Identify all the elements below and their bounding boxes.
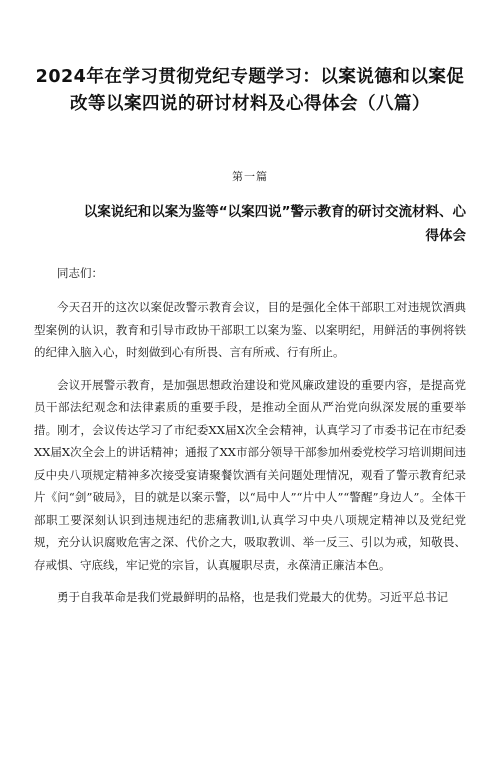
document-page	[0, 64, 500, 771]
section-subtitle: 以案说纪和以案为鉴等“以案四说”警示教育的研讨交流材料、心得体会	[83, 204, 466, 244]
body-paragraph-3: 勇于自我革命是我们党最鲜明的品格，也是我们党最大的优势。习近平总书记	[57, 590, 448, 604]
body-paragraph-1: 今天召开的这次以案促改警示教育会议，目的是强化全体干部职工对违规饮酒典型案例的认识，教育和引导市政协干部职工以案为鉴、以案明纪，用鲜活的事例将铁的纪律入脑入心，时刻做到心有所畏、言有所戒、行有所止。	[34, 300, 466, 359]
salutation: 同志们：	[57, 266, 103, 280]
document-title: 2024年在学习贯彻党纪专题学习：以案说德和以案促改等以案四说的研讨材料及心得体会（八篇）	[35, 67, 465, 114]
chapter-label: 第一篇	[232, 170, 268, 183]
body-paragraph-2: 会议开展警示教育，是加强思想政治建设和党风廉政建设的重要内容，是提高党员干部法纪观念和法律素质的重要手段，是推动全面从严治党向纵深发展的重要举措。刚才，会议传达学习了市纪委XX届X次全会精神，认真学习了市委书记在市纪委XX届X次全会上的讲话精神；通报了XX市部分领导干部参加州委党校学习培训期间违反中央八项规定精神多次接受宴请聚餐饮酒有关问题处理情况，观看了警示教育纪录片《问“剑”破局》，目的就是以案示警，以“局中人”“片中人”“警醒”身边人”。全体干部职工要深刻认识到违规违纪的悲痛教训l,认真学习中央八项规定精神以及党纪党规，充分认识腐败危害之深、代价之大，吸取教训、举一反三、引以为戒，知敬畏、存戒惧、守底线，牢记党的宗旨，认真履职尽责，永葆清正廉洁本色。	[34, 377, 466, 572]
